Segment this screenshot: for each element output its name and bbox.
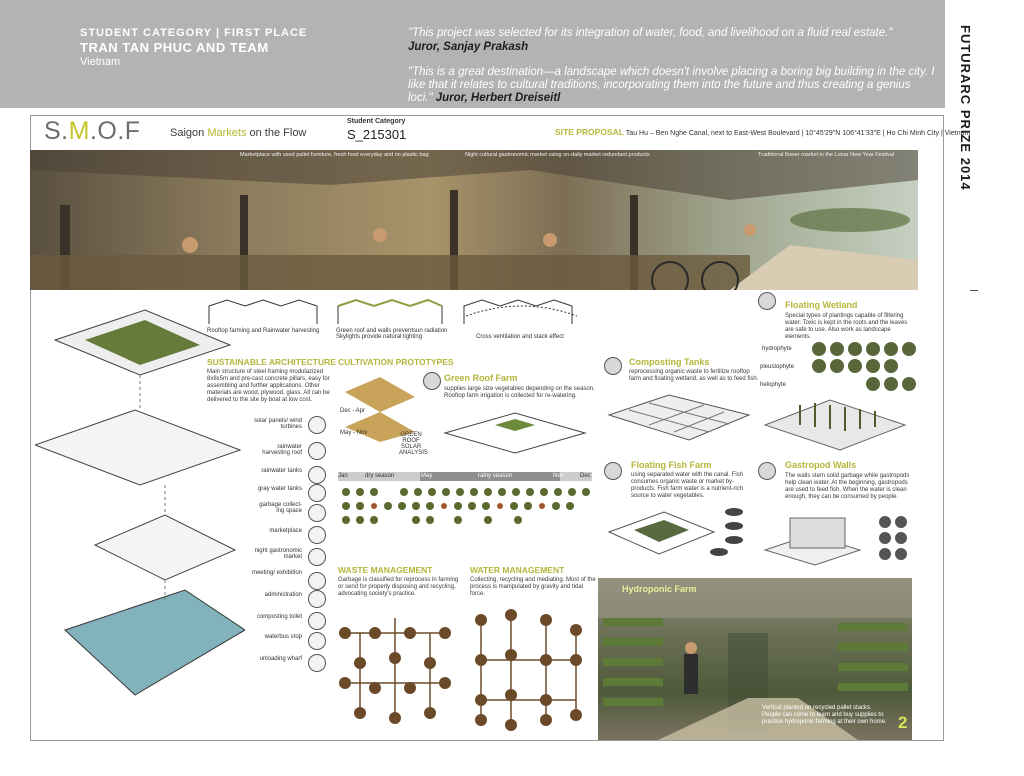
diagram-rooftop-caption: Rooftop farming and Rainwater harvesting: [207, 328, 320, 334]
dry-season-label: dry season: [365, 473, 395, 479]
project-subtitle: Saigon Markets on the Flow: [170, 127, 307, 139]
wharf-icon: [308, 654, 326, 672]
hydroponic-body: Vertical planted on recycled pallet stacks. People can come to learn and buy supplies to practice hydroponic farming at their own home.: [762, 705, 887, 725]
composting-title: Composting Tanks: [629, 357, 710, 367]
green-roof-section-svg: [440, 403, 590, 459]
waste-body: Garbage is classified for reprocess in farming or send for properly disposing and recycling, advocating society's practice.: [338, 577, 459, 597]
green-roof-farm-body: supplies large size vegetables depending on the season. Rooftop farm irrigation is collected for re-watering.: [444, 386, 595, 399]
side-rule: [970, 290, 978, 291]
diagram-ventilation-caption: Cross ventilation and stack effect: [476, 334, 564, 340]
site-proposal: SITE PROPOSAL Tau Hu – Ben Nghe Canal, next to East-West Boulevard | 10°45'29"N 106°41'33"E | Ho Chi Minh City | Vietnam: [555, 127, 971, 137]
hero-caption-1: Marketplace with used pallet furniture, fresh food everyday and no plastic bag: [240, 152, 429, 158]
student-id: S_215301: [347, 127, 407, 142]
month-may: May: [421, 473, 433, 479]
legend-item: unloading wharf: [259, 656, 302, 662]
waste-flow-diagram: [335, 603, 465, 738]
juror-1: Juror, Sanjay Prakash: [408, 41, 529, 53]
logo: S.M.O.F: [44, 117, 141, 145]
wetland-title: Floating Wetland: [785, 300, 858, 310]
legend-item: garbage collect- ing space: [259, 502, 302, 514]
solar-icon: [308, 416, 326, 434]
legend-item: rainwater harvesting roof: [262, 444, 302, 456]
solar-analysis-label: GREEN ROOF SOLAR ANALYSIS: [399, 432, 428, 456]
green-roof-section: [440, 403, 590, 459]
legend-item: composting toilet: [256, 614, 302, 620]
student-category-label: Student Category: [347, 118, 406, 125]
green-roof-farm-title: Green Roof Farm: [444, 373, 518, 383]
sustainable-body: Main structure of steel framing modulazized 8x8x5m and pre-cast concrete pillars, easy for assembling and further applications. Other materials are wood, plywood, glass. All can be delivered to the site by boat at low cost.: [207, 369, 330, 403]
farm-icon: [423, 372, 441, 390]
sustainable-title: SUSTAINABLE ARCHITECTURE: [207, 357, 336, 367]
market-icon: [308, 526, 326, 544]
meeting-icon: [308, 572, 326, 590]
admin-icon: [308, 590, 326, 608]
team-name: TRAN TAN PHUC AND TEAM: [80, 40, 269, 55]
dec-apr-label: Dec - Apr: [340, 408, 366, 414]
water-title: WATER MANAGEMENT: [470, 565, 565, 575]
diagram-greenroof-svg: [336, 296, 446, 326]
hero-illustration: [30, 150, 918, 290]
gastropod-title: Gastropod Walls: [785, 460, 857, 470]
roof-icon: [308, 442, 326, 460]
garbage-icon: [308, 504, 326, 522]
fish-farm-body: using separated water with the canal. Fish consumes organic waste or market by-products. Fish farm water is a nutrient-rich source to water vegetables.: [631, 472, 744, 499]
legend-item: marketplace: [269, 528, 302, 534]
legend-item: rainwater tanks: [261, 468, 302, 474]
quote-1: "This project was selected for its integration of water, food, and livelihood on a fluid real estate.": [408, 27, 893, 39]
hydroponic-farm-image: [598, 578, 912, 740]
hydroponic-title: Hydroponic Farm: [622, 584, 697, 594]
waste-title: WASTE MANAGEMENT: [338, 565, 433, 575]
cultivation-title: CULTIVATION PROTOTYPES: [338, 357, 454, 367]
gastropod-body: The walls stem solid garbage while gastropods help clean water. At the beginning, gastropods are used to feed fish. When the water is clean enough, they can be consumed by people.: [785, 473, 910, 500]
legend-item: waterbus stop: [264, 634, 302, 640]
wetland-icon: [758, 292, 776, 310]
toilet-icon: [308, 612, 326, 630]
gastropod-walls-graphic: [760, 510, 910, 568]
hero-caption-2: Night cultural gastronomic market using on-daily market redundant products: [465, 152, 650, 158]
wetland-row-3: helophyte: [760, 382, 787, 388]
month-jan: Jan: [338, 473, 348, 479]
wetland-row-2: pleustophyte: [760, 364, 795, 370]
wetland-plant-swatches: [812, 340, 916, 392]
legend-item: gray water tanks: [257, 486, 302, 492]
quote-2: "This is a great destination—a landscape which doesn't involve placing a boring big building in the city. I like that it relates to cultural traditions, incorporating them into the future and thus creating a genius loci." Juror, Herbert Dreiseitl: [408, 66, 935, 104]
wetland-planting-graphic: [760, 395, 910, 455]
composting-body: reprocessing organic waste to fertilize rooftop farm and floating wetland, as well as to feed fish.: [629, 369, 759, 382]
diagram-greenroof: [336, 296, 446, 326]
country: Vietnam: [80, 56, 121, 68]
legend-item: night gastronomic market: [254, 548, 302, 560]
fish-farm-graphic: [604, 502, 754, 564]
legend-item: administration: [264, 592, 302, 598]
wetland-body: Special types of plantings capable of filtering water. Toxic is kept in the roots and the leaves are safe to use. Also work as landscape elements.: [785, 313, 908, 340]
composting-tanks-graphic: [604, 390, 754, 450]
fish-farm-title: Floating Fish Farm: [631, 460, 712, 470]
legend-item: solar panels/ wind turbines: [253, 418, 302, 430]
juror-2: Juror, Herbert Dreiseitl: [435, 92, 561, 104]
hero-caption-3: Traditional flower market in the Lunar New Year Festival: [758, 152, 895, 158]
tank-icon: [308, 466, 326, 484]
diagram-ventilation-svg: [462, 296, 582, 326]
wetland-row-1: hydrophyte: [762, 346, 792, 352]
vegetable-season-rows: [338, 484, 594, 528]
water-flow-diagram: [466, 600, 594, 738]
water-body: Collecting, recycling and mediating. Most of the process is manipulated by gravity and tidal force.: [470, 577, 596, 597]
month-nov: Nov: [553, 473, 564, 479]
student-category: STUDENT CATEGORY | FIRST PLACE: [80, 27, 308, 39]
may-nov-label: May - Nov: [340, 430, 368, 436]
diagram-ventilation: [462, 296, 582, 326]
hero-market-image: [30, 150, 918, 290]
page-number: 2: [898, 713, 908, 732]
month-dec: Dec: [580, 473, 591, 479]
legend-item: meeting/ exhibition: [251, 570, 302, 576]
gray-tank-icon: [308, 484, 326, 502]
fish-icon: [604, 462, 622, 480]
gastropod-icon: [758, 462, 776, 480]
waterbus-icon: [308, 632, 326, 650]
composting-icon: [604, 357, 622, 375]
diagram-greenroof-caption: Green roof and walls preventsun radiation Skylights provide natural lighting: [336, 328, 448, 340]
rainy-season-label: rainy season: [478, 473, 513, 479]
side-title: FUTURARC PRIZE 2014: [958, 25, 973, 191]
night-market-icon: [308, 548, 326, 566]
